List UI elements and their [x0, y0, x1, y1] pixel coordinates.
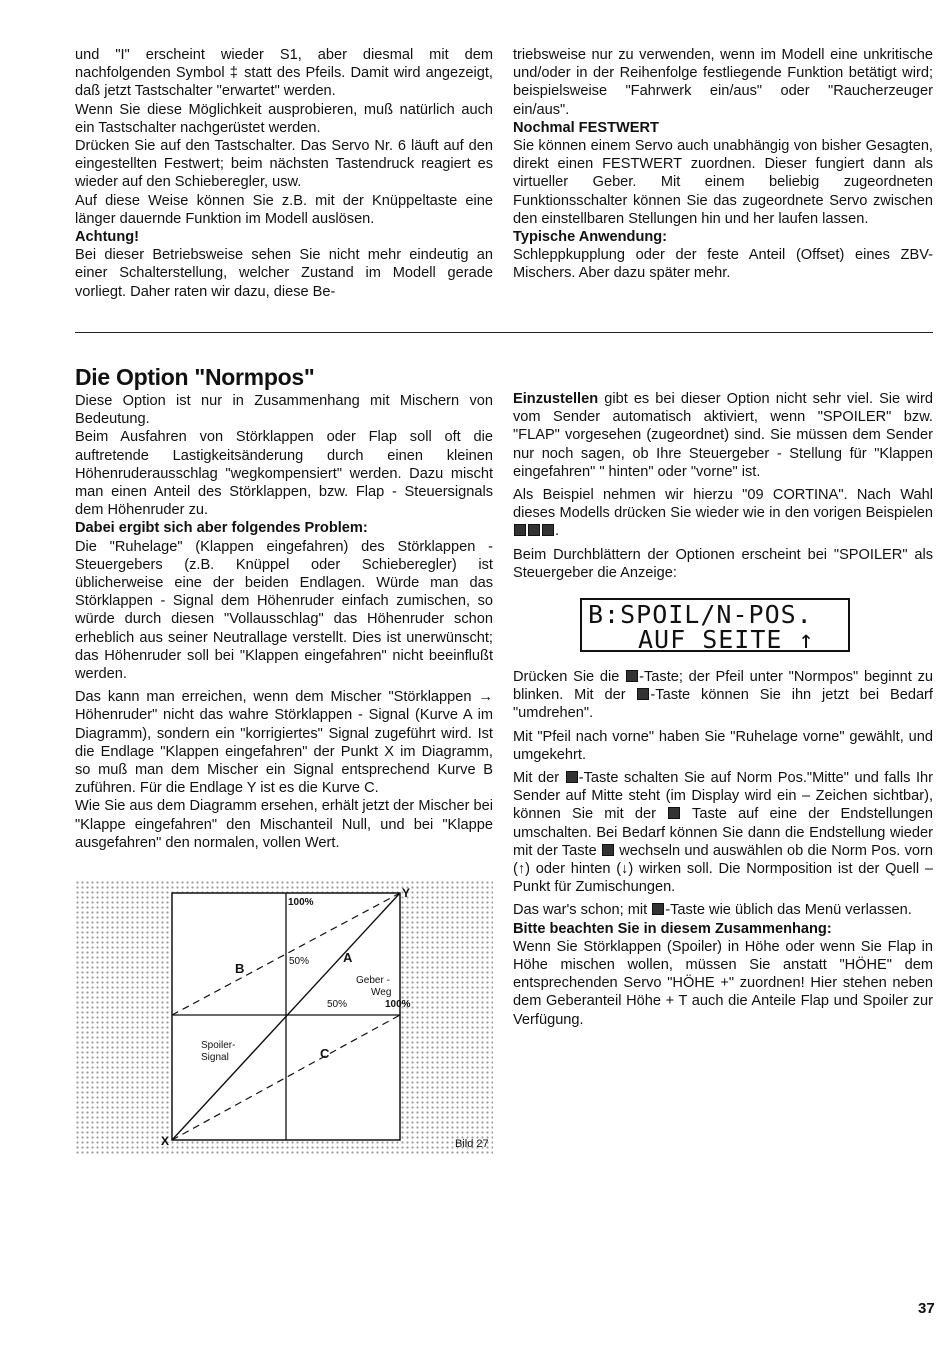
r-key-icon: [637, 688, 649, 700]
label-geber-1: Geber -: [356, 975, 390, 986]
label-spoiler-2: Signal: [201, 1052, 229, 1063]
label-a: A: [343, 950, 353, 965]
paragraph-text: -Taste können Sie ihn jetzt bei Bedarf "umdrehen".: [513, 687, 933, 722]
paragraph: Auf diese Weise können Sie z.B. mit der Knüppeltaste eine länger dauernde Funktion im Modell auslösen.: [75, 192, 493, 227]
paragraph: Als Beispiel nehmen wir hierzu "09 CORTINA". Nach Wahl dieses Modells drücken Sie wieder wie in den vorigen Beispielen .: [513, 487, 933, 540]
bottom-right-column: [513, 390, 933, 1029]
paragraph: [513, 390, 933, 481]
paragraph: Diese Option ist nur in Zusammenhang mit Mischern von Bedeutung.: [75, 393, 493, 428]
label-50-top: 50%: [289, 956, 310, 967]
festwert-heading: Nochmal FESTWERT: [513, 119, 659, 136]
label-100-right: 100%: [385, 999, 411, 1010]
paragraph: Drücken Sie auf den Tastschalter. Das Servo Nr. 6 läuft auf den eingestellten Festwert; beim nächsten Tastendruck reagiert es wieder auf den Schieberegler, usw.: [75, 138, 493, 191]
paragraph: und "I" erscheint wieder S1, aber diesmal mit dem nachfolgenden Symbol ‡ statt des Pfeils. Damit wird angezeigt, daß jetzt Tastschalter "erwartet" werden.: [75, 47, 493, 100]
paragraph: Bei dieser Betriebsweise sehen Sie nicht mehr eindeutig an einer Schalterstellung, welcher Zustand im Modell gerade vorliegt. Daher raten wir dazu, diese Be-: [75, 247, 493, 300]
plus-key-icon: [668, 807, 680, 819]
figure-caption: Bild 27: [455, 1138, 489, 1150]
label-geber-2: Weg: [371, 987, 392, 998]
minus-key-icon: [566, 771, 578, 783]
bottom-left-column: [75, 392, 493, 852]
menu-key-icon: [514, 524, 526, 536]
hinweis-heading: Bitte beachten Sie in diesem Zusammenhang:: [513, 920, 832, 937]
paragraph-text: Als Beispiel nehmen wir hierzu "09 CORTINA". Nach Wahl dieses Modells drücken Sie wieder wie in den vorigen Beispielen: [513, 487, 933, 522]
paragraph: Sie können einem Servo auch unabhängig von bisher Gesagten, direkt einen FESTWERT zuordnen. Dieser fungiert dann als virtueller Geber. Mit einem beliebig zugeordneten Funktionsschalter können Sie das zugeordnete Servo zwischen den einstellbaren Stellungen hin und her laufen lassen.: [513, 138, 933, 227]
section-title: Die Option "Normpos": [75, 364, 315, 390]
paragraph-text: Drücken Sie die: [513, 669, 620, 686]
anwendung-heading: Typische Anwendung:: [513, 229, 668, 246]
paragraph: Beim Ausfahren von Störklappen oder Flap soll oft die auftretende Lastigkeitsänderung durch einen kleinen Höhenruderausschlag "wegkompensiert" werden. Dazu mischt man einen Anteil des Störklappen, bzw. Flap - Steuersignals dem Höhenruder zu.: [75, 429, 493, 519]
section-divider: [75, 332, 933, 333]
lcd-line-2: AUF SEITE ↑: [638, 625, 815, 655]
top-right-column: [513, 46, 933, 283]
paragraph: Wenn Sie diese Möglichkeit ausprobieren, muß natürlich auch ein Tastschalter nachgerüstet werden.: [75, 101, 493, 136]
paragraph-text: -Taste; der Pfeil unter "Normpos" beginnt zu blinken. Mit der: [513, 669, 933, 704]
paragraph: Mit "Pfeil nach vorne" haben Sie "Ruhelage vorne" gewählt, und umgekehrt.: [513, 728, 933, 763]
problem-heading: Dabei ergibt sich aber folgendes Problem:: [75, 520, 368, 537]
label-x: X: [161, 1134, 170, 1148]
r-key-icon: [602, 844, 614, 856]
paragraph-text: gibt es bei dieser Option nicht sehr viel. Sie wird vom Sender automatisch aktiviert, wenn "SPOILER" bzw. "FLAP" vorgesehen (zugeordnet) sind. Sie müssen dem Sender nur noch sagen, ob Ihre Steuergeber - Stellung für "Klappen eingefahren" " hinten" oder "vorne" ist.: [513, 391, 933, 480]
enter-key-icon: [626, 670, 638, 682]
label-c: C: [320, 1046, 330, 1061]
lcd-line-1: B:SPOIL/N-POS.: [588, 600, 813, 630]
paragraph: Die "Ruhelage" (Klappen eingefahren) des Störklappen - Steuergebers (z.B. Knüppel oder Schieberegler) ist üblicherweise eine der beiden Endlagen. Würde man das Störklappen - Signal dem Höhenruder einfach zumischen, so würde durch diesen "Vollausschlag" das Höhenruder schon erheblich aus seiner Neutrallage verstellt. Dies ist unerwünscht; das Höhenruder soll bei "Klappen eingefahren" nicht beeinflußt werden.: [75, 538, 493, 683]
label-spoiler-1: Spoiler-: [201, 1040, 236, 1051]
label-100-top: 100%: [288, 897, 314, 908]
paragraph: Schleppkupplung oder der feste Anteil (Offset) eines ZBV-Mischers. Aber dazu später mehr.: [513, 247, 933, 282]
paragraph: triebsweise nur zu verwenden, wenn im Modell eine unkritische und/oder in der Reihenfolge festliegende Funktion betätigt wird; beispielsweise "Fahrwerk ein/aus" oder "Raucherzeuger ein/aus".: [513, 47, 933, 118]
achtung-heading: Achtung!: [75, 229, 140, 246]
paragraph: Wie Sie aus dem Diagramm ersehen, erhält jetzt der Mischer bei "Klappe eingefahren" den Mischanteil Null, und bei "Klappe ausgefahren" den normalen, vollen Wert.: [75, 798, 493, 851]
einzustellen-bold: Einzustellen: [513, 391, 599, 407]
paragraph: Wenn Sie Störklappen (Spoiler) in Höhe oder wenn Sie Flap in Höhe mischen wollen, müssen Sie anstatt "HÖHE" dem entsprechenden Servo "HÖHE +" zuordnen! Hier stehen neben dem Geberanteil Höhe + T auch die Anteile Flap und Spoiler zur Verfügung.: [513, 938, 933, 1028]
label-b: B: [235, 961, 245, 976]
paragraph-text: Mit der: [513, 770, 560, 787]
diagram-figure: [75, 880, 495, 1155]
paragraph-text: -Taste schalten Sie auf Norm Pos."Mitte" und falls Ihr Sender auf Mitte steht (im Display wird ein – Zeichen sichtbar), können Sie mit der: [513, 770, 933, 823]
paragraph: Das kann man erreichen, wenn dem Mischer "Störklappen → Höhenruder" nicht das wahre Störklappen - Signal (Kurve A im Diagramm), sondern ein "korrigiertes" Signal zugeführt wird. Ist die Endlage "Klappen eingefahren" der Punkt X im Diagramm, so muß man dem Mischer ein Signal entsprechend Kurve B zuführen. Für die Endlage Y ist es die Kurve C.: [75, 689, 493, 797]
forward-key-icon: [528, 524, 540, 536]
paragraph: [513, 901, 933, 919]
paragraph-text: Taste auf eine der Endstellungen umschalten. Bei Bedarf können Sie dann die Endstellung wieder mit der Taste: [513, 806, 933, 859]
label-y: Y: [402, 886, 411, 900]
paragraph-text: -Taste wie üblich das Menü verlassen.: [665, 902, 912, 919]
paragraph: Beim Durchblättern der Optionen erscheint bei "SPOILER" als Steuergeber die Anzeige:: [513, 546, 933, 581]
label-50-right: 50%: [327, 999, 348, 1010]
menu-key-icon: [652, 903, 664, 915]
paragraph: [513, 769, 933, 896]
page-number: 37: [918, 1300, 935, 1317]
paragraph-text: wechseln und auswählen ob die Norm Pos. vorn (↑) oder hinten (↓) wirken soll. Die Normposition ist der Quell – Punkt für Zumischungen.: [513, 842, 933, 896]
paragraph-text: Das war's schon; mit: [513, 902, 648, 919]
forward-key-icon: [542, 524, 554, 536]
lcd-display: [580, 598, 850, 655]
paragraph: [513, 668, 933, 723]
top-left-column: [75, 46, 493, 301]
